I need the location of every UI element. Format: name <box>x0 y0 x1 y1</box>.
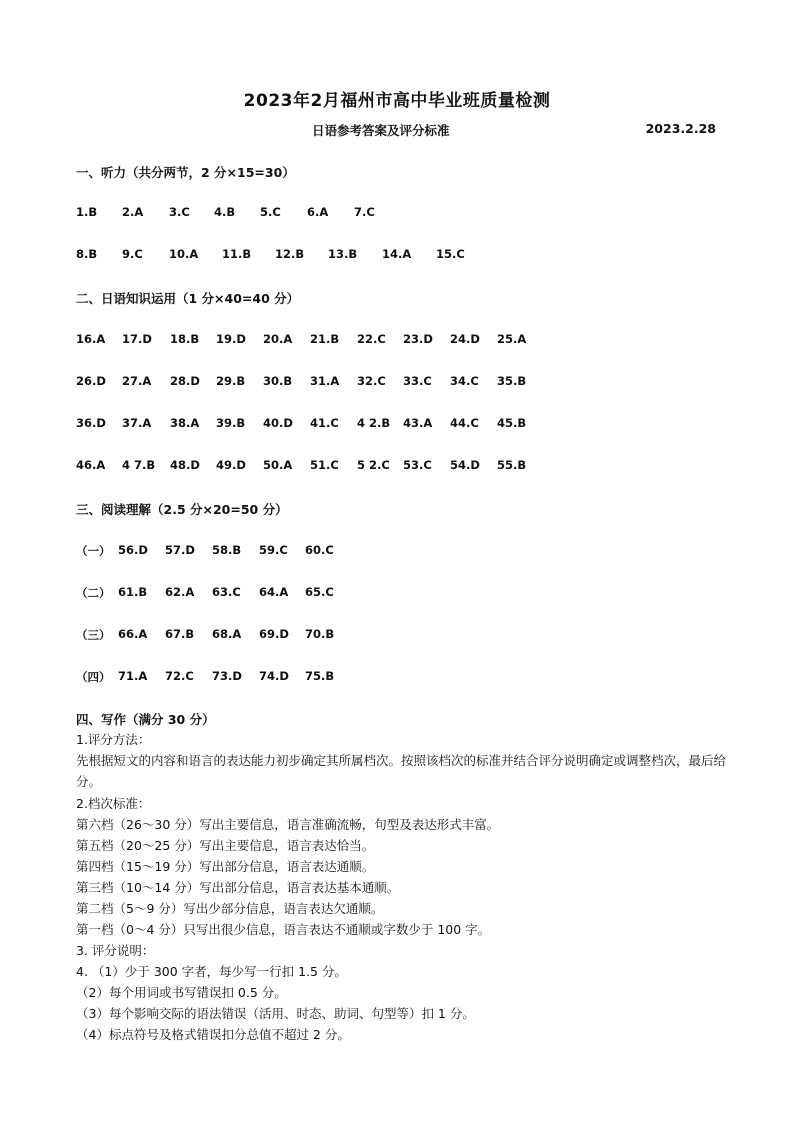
grade-levels-title: 2.档次标准： <box>76 796 151 811</box>
answer-item: 43.A <box>403 416 433 430</box>
answer-item: 21.B <box>310 332 340 346</box>
answer-item: 40.D <box>263 416 293 430</box>
answer-item: 5.C <box>260 205 281 219</box>
answer-item: 6.A <box>307 205 329 219</box>
answer-item: 54.D <box>450 458 480 472</box>
answer-item: 72.C <box>165 669 194 683</box>
answer-item: 46.A <box>76 458 106 472</box>
answer-item: 4.B <box>214 205 236 219</box>
answer-item: 61.B <box>118 585 148 599</box>
answer-item: 4 7.B <box>122 458 156 472</box>
answer-item: 37.A <box>122 416 152 430</box>
answer-item: 63.C <box>212 585 241 599</box>
answer-item: 59.C <box>259 543 288 557</box>
answer-item: 22.C <box>357 332 386 346</box>
answer-item: 75.B <box>305 669 335 683</box>
answer-item: 58.B <box>212 543 242 557</box>
answer-item: 53.C <box>403 458 432 472</box>
answer-item: 14.A <box>382 247 412 261</box>
answer-item: 35.B <box>497 374 527 388</box>
answer-item: 70.B <box>305 627 335 641</box>
scoring-note-3: （3）每个影响交际的语法错误（活用、时态、助词、句型等）扣 1 分。 <box>76 1006 475 1021</box>
answer-item: 34.C <box>450 374 479 388</box>
answer-item: 10.A <box>169 247 199 261</box>
answer-item: 67.B <box>165 627 195 641</box>
page-title: 2023年2月福州市高中毕业班质量检测 <box>243 91 551 111</box>
grade-level-6: 第六档（26～30 分）写出主要信息，语言准确流畅，句型及表达形式丰富。 <box>76 817 500 832</box>
answer-item: 23.D <box>403 332 433 346</box>
answer-item: 33.C <box>403 374 432 388</box>
answer-item: 41.C <box>310 416 339 430</box>
answer-item: 3.C <box>169 205 190 219</box>
scoring-method-title: 1.评分方法： <box>76 732 151 747</box>
scoring-note-4: （4）标点符号及格式错误扣分总值不超过 2 分。 <box>76 1027 350 1042</box>
answer-item: 27.A <box>122 374 152 388</box>
answer-item: 20.A <box>263 332 293 346</box>
answer-item: 44.C <box>450 416 479 430</box>
answer-item: 73.D <box>212 669 242 683</box>
answer-item: 30.B <box>263 374 293 388</box>
grade-level-3: 第三档（10～14 分）写出部分信息，语言表达基本通顺。 <box>76 880 400 895</box>
answer-item: 25.A <box>497 332 527 346</box>
answer-item: 24.D <box>450 332 480 346</box>
scoring-note-2: （2）每个用词或书写错误扣 0.5 分。 <box>76 985 287 1000</box>
reading-group-label: （三） <box>76 628 111 642</box>
answer-item: 50.A <box>263 458 293 472</box>
answer-item: 49.D <box>216 458 246 472</box>
answer-item: 71.A <box>118 669 148 683</box>
answer-item: 60.C <box>305 543 334 557</box>
answer-item: 62.A <box>165 585 195 599</box>
answer-item: 18.B <box>170 332 200 346</box>
answer-item: 36.D <box>76 416 106 430</box>
answer-item: 13.B <box>328 247 358 261</box>
answer-item: 28.D <box>170 374 200 388</box>
answer-item: 48.D <box>170 458 200 472</box>
section-listening-heading: 一、听力（共分两节，2 分×15=30） <box>76 165 295 180</box>
answer-item: 19.D <box>216 332 246 346</box>
section-knowledge-heading: 二、日语知识运用（1 分×40=40 分） <box>76 291 300 306</box>
section-reading-heading: 三、阅读理解（2.5 分×20=50 分） <box>76 502 288 517</box>
answer-item: 29.B <box>216 374 246 388</box>
grade-level-5: 第五档（20～25 分）写出主要信息，语言表达恰当。 <box>76 838 375 853</box>
answer-item: 31.A <box>310 374 340 388</box>
answer-item: 51.C <box>310 458 339 472</box>
answer-item: 5 2.C <box>357 458 390 472</box>
scoring-notes-title: 3. 评分说明： <box>76 943 155 958</box>
answer-item: 64.A <box>259 585 289 599</box>
grade-level-1: 第一档（0～4 分）只写出很少信息，语言表达不通顺或字数少于 100 字。 <box>76 922 491 937</box>
exam-date: 2023.2.28 <box>645 121 716 136</box>
answer-item: 9.C <box>122 247 143 261</box>
answer-item: 55.B <box>497 458 527 472</box>
answer-item: 57.D <box>165 543 195 557</box>
answer-item: 4 2.B <box>357 416 391 430</box>
reading-group-label: （一） <box>76 544 111 558</box>
answer-item: 7.C <box>354 205 375 219</box>
page-subtitle: 日语参考答案及评分标准 <box>312 123 450 138</box>
answer-item: 15.C <box>436 247 465 261</box>
answer-item: 65.C <box>305 585 334 599</box>
answer-item: 12.B <box>275 247 305 261</box>
scoring-note-1: 4. （1）少于 300 字者，每少写一行扣 1.5 分。 <box>76 964 347 979</box>
answer-item: 38.A <box>170 416 200 430</box>
answer-item: 45.B <box>497 416 527 430</box>
answer-item: 11.B <box>222 247 252 261</box>
answer-item: 26.D <box>76 374 106 388</box>
answer-item: 69.D <box>259 627 289 641</box>
grade-level-2: 第二档（5～9 分）写出少部分信息，语言表达欠通顺。 <box>76 901 384 916</box>
reading-group-label: （四） <box>76 670 111 684</box>
answer-item: 2.A <box>122 205 144 219</box>
section-writing-heading: 四、写作（满分 30 分） <box>76 712 215 727</box>
answer-item: 1.B <box>76 205 98 219</box>
answer-item: 68.A <box>212 627 242 641</box>
reading-group-label: （二） <box>76 586 111 600</box>
answer-item: 74.D <box>259 669 289 683</box>
answer-item: 8.B <box>76 247 98 261</box>
grade-level-4: 第四档（15～19 分）写出部分信息，语言表达通顺。 <box>76 859 375 874</box>
scoring-method-text: 先根据短文的内容和语言的表达能力初步确定其所属档次。按照该档次的标准并结合评分说明确定或调整档次，最后给分。 <box>76 753 727 789</box>
answer-item: 56.D <box>118 543 148 557</box>
answer-item: 39.B <box>216 416 246 430</box>
answer-item: 66.A <box>118 627 148 641</box>
answer-item: 16.A <box>76 332 106 346</box>
answer-item: 32.C <box>357 374 386 388</box>
answer-item: 17.D <box>122 332 152 346</box>
